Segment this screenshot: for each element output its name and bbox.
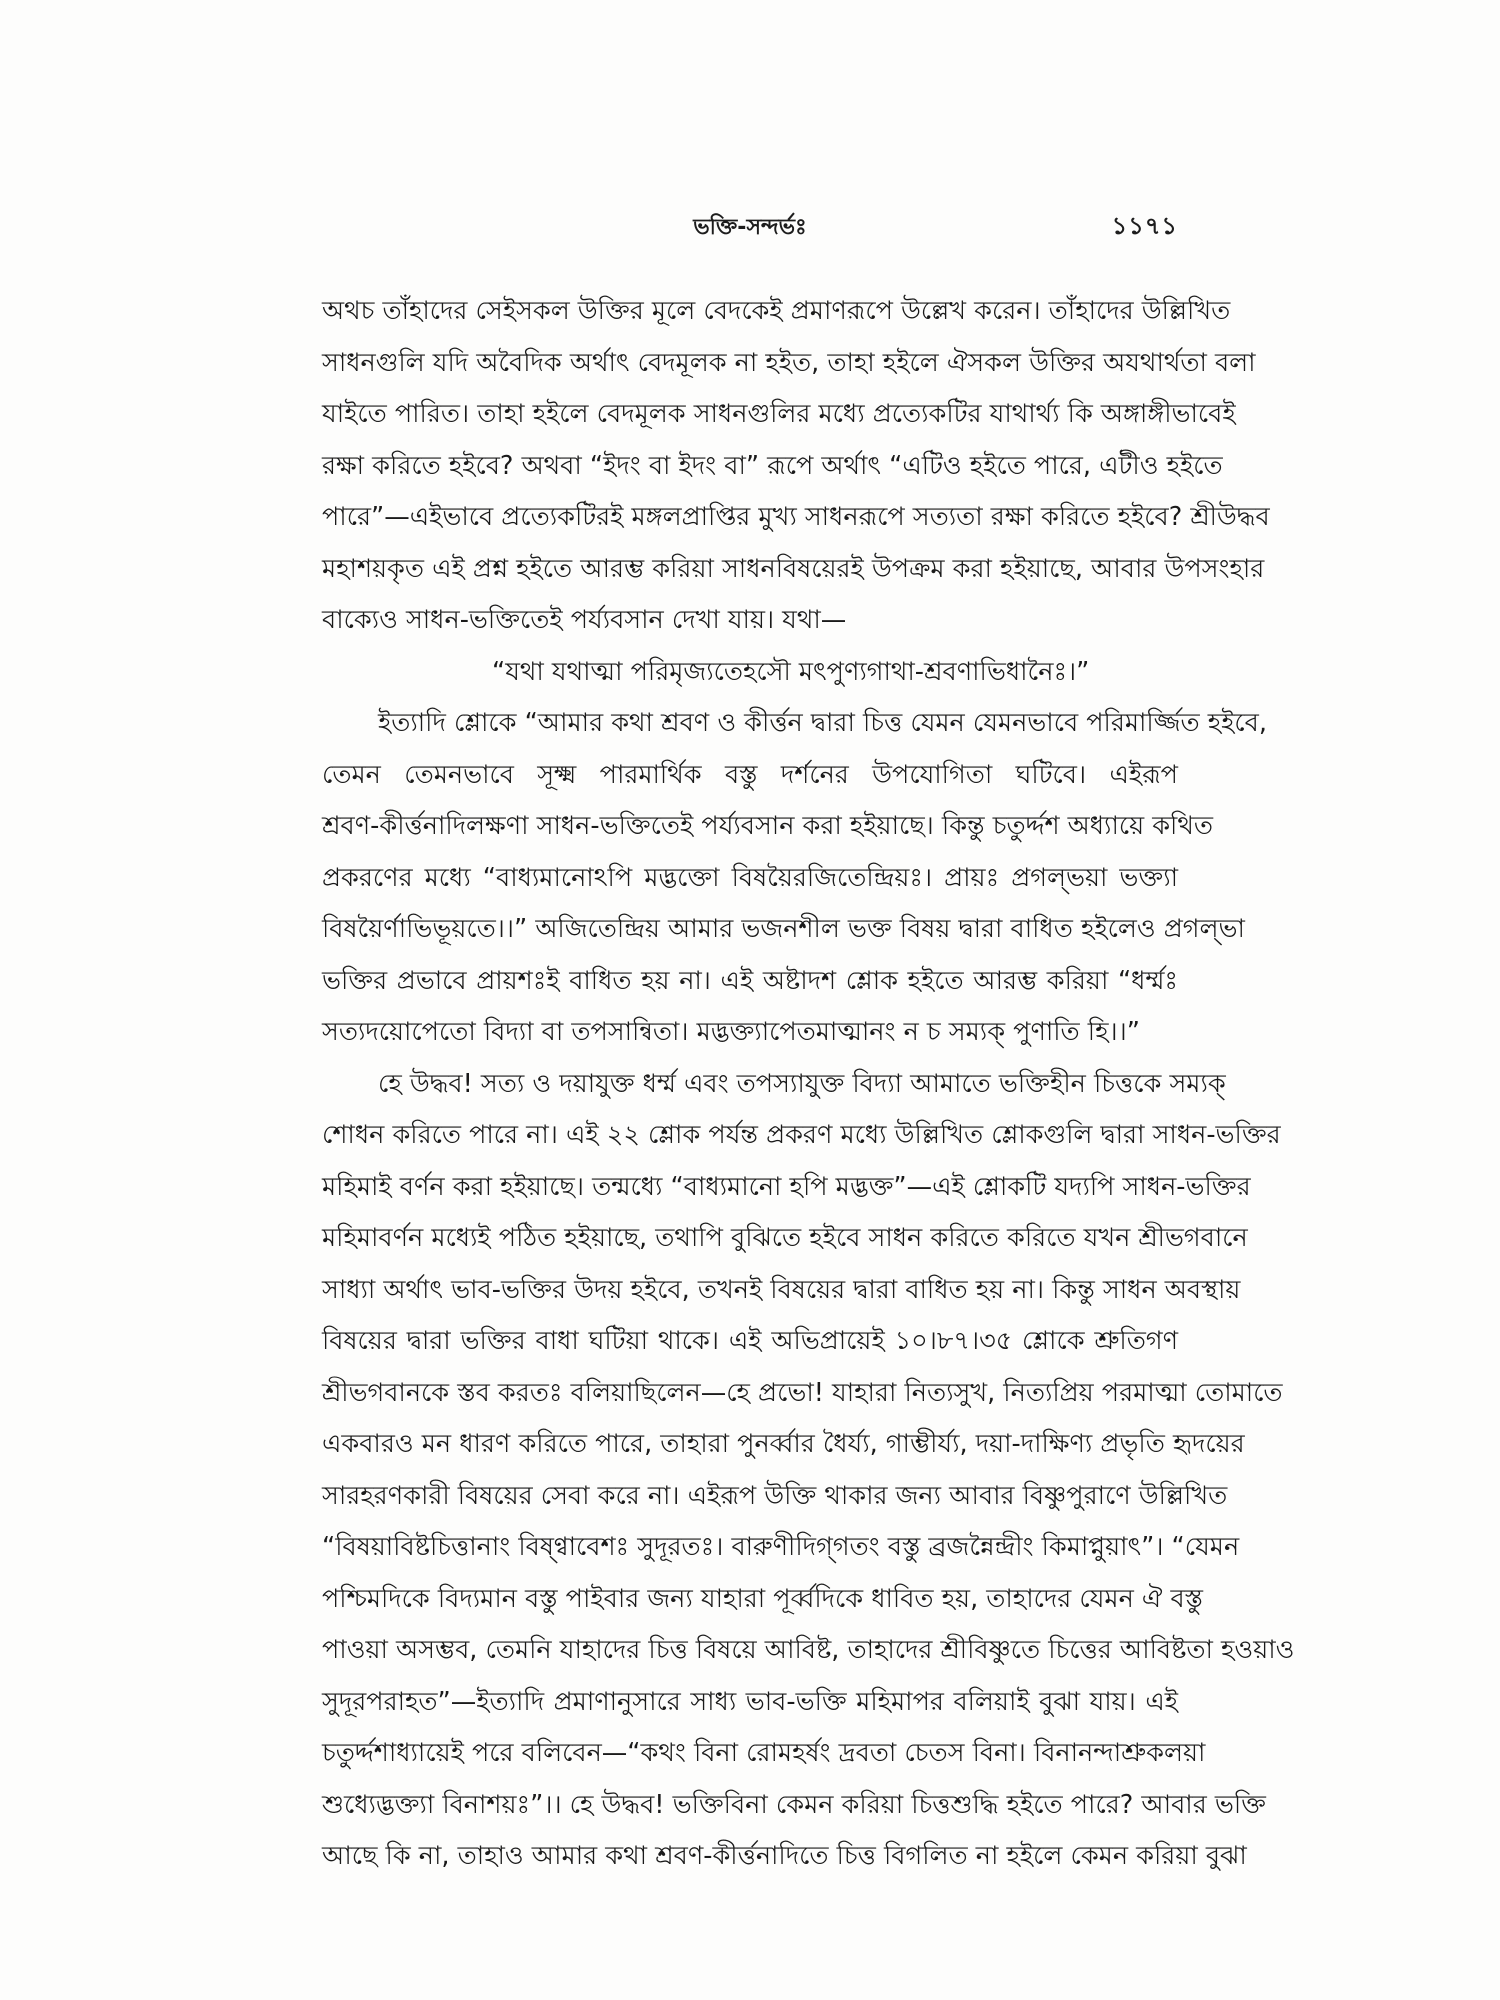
text-line: পশ্চিমদিকে বিদ্যমান বস্তু পাইবার জন্য যাহারা পূর্ব্বদিকে ধাবিত হয়, তাহাদের যেমন ঐ বস্তু — [322, 1583, 1204, 1614]
text-line: সাধ্যা অর্থাৎ ভাব-ভক্তির উদয় হইবে, তখনই বিষয়ের দ্বারা বাধিত হয় না। কিন্তু সাধন অবস্থায় — [322, 1274, 1241, 1305]
page-header-title: ভক্তি-সন্দর্ভঃ — [693, 215, 807, 240]
text-line: সারহরণকারী বিষয়ের সেবা করে না। এইরূপ উক্তি থাকার জন্য আবার বিষ্ণুপুরাণে উল্লিখিত — [322, 1480, 1228, 1511]
text-line: “বিষয়াবিষ্টচিত্তানাং বিষ্ণ্বাবেশঃ সুদূরতঃ। বারুণীদিগ্‌গতং বস্তু ব্রজন্নৈন্দ্রীং কিমাপ্নুয়াৎ”। “যেমন — [322, 1532, 1240, 1562]
text-line: পাওয়া অসম্ভব, তেমনি যাহাদের চিত্ত বিষয়ে আবিষ্ট, তাহাদের শ্রীবিষ্ণুতে চিত্তের আবিষ্টতা হওয়াও — [322, 1635, 1295, 1665]
text-line: শুধ্যেদ্ভক্ত্যা বিনাশয়ঃ”।। হে উদ্ধব! ভক্তিবিনা কেমন করিয়া চিত্তশুদ্ধি হইতে পারে? আবার ভক্তি — [322, 1789, 1266, 1820]
paragraph-start-line: হে উদ্ধব! সত্য ও দয়াযুক্ত ধর্ম্ম এবং তপস্যাযুক্ত বিদ্যা আমাতে ভক্তিহীন চিত্তকে সম্যক্ — [378, 1068, 1226, 1099]
text-line: তেমন তেমনভাবে সূক্ষ্ম পারমার্থিক বস্তু দর্শনের উপযোগিতা ঘটিবে। এইরূপ — [322, 759, 1178, 790]
running-head — [322, 210, 1178, 246]
text-line: বিষয়ৈর্ণাভিভূয়তে।।” অজিতেন্দ্রিয় আমার ভজনশীল ভক্ত বিষয় দ্বারা বাধিত হইলেও প্রগল্ভা — [322, 914, 1245, 944]
text-line: আছে কি না, তাহাও আমার কথা শ্রবণ-কীর্ত্তনাদিতে চিত্ত বিগলিত না হইলে কেমন করিয়া বুঝা — [322, 1841, 1247, 1871]
text-line: মহিমাই বর্ণন করা হইয়াছে। তন্মধ্যে “বাধ্যমানো হপি মদ্ভক্ত”—এই শ্লোকটি যদ্যপি সাধন-ভক্তির — [322, 1171, 1251, 1202]
text-line: প্রকরণের মধ্যে “বাধ্যমানোঽপি মদ্ভক্তো বিষয়ৈরজিতেন্দ্রিয়ঃ। প্রায়ঃ প্রগল্ভয়া ভক্ত্যা — [322, 862, 1178, 893]
body-text — [322, 286, 1295, 1883]
text-line: রক্ষা করিতে হইবে? অথবা “ইদং বা ইদং বা” রূপে অর্থাৎ “এটিও হইতে পারে, এটীও হইতে — [322, 450, 1223, 481]
text-line: সত্যদয়োপেতো বিদ্যা বা তপসান্বিতা। মদ্ভক্ত্যাপেতমাত্মানং ন চ সম্যক্ পুণাতি হি।।” — [322, 1017, 1140, 1047]
text-line: শোধন করিতে পারে না। এই ২২ শ্লোক পর্যন্ত প্রকরণ মধ্যে উল্লিখিত শ্লোকগুলি দ্বারা সাধন-ভক্তির — [322, 1120, 1281, 1150]
paragraph-start-line: ইত্যাদি শ্লোকে “আমার কথা শ্রবণ ও কীর্ত্তন দ্বারা চিত্ত যেমন যেমনভাবে পরিমার্জ্জিত হইবে, — [378, 708, 1267, 738]
text-line: শ্রবণ-কীর্ত্তনাদিলক্ষণা সাধন-ভক্তিতেই পর্য্যবসান করা হইয়াছে। কিন্তু চতুর্দ্দশ অধ্যায়ে কথিত — [322, 811, 1213, 841]
text-line: ভক্তির প্রভাবে প্রায়শঃই বাধিত হয় না। এই অষ্টাদশ শ্লোক হইতে আরম্ভ করিয়া “ধর্ম্মঃ — [322, 965, 1178, 996]
text-line: সাধনগুলি যদি অবৈদিক অর্থাৎ বেদমূলক না হইত, তাহা হইলে ঐসকল উক্তির অযথার্থতা বলা — [322, 347, 1256, 378]
text-line: যাইতে পারিত। তাহা হইলে বেদমূলক সাধনগুলির মধ্যে প্রত্যেকটির যাথার্থ্য কি অঙ্গাঙ্গীভাবেই — [322, 399, 1236, 429]
text-line: শ্রীভগবানকে স্তব করতঃ বলিয়াছিলেন—হে প্রভো! যাহারা নিত্যসুখ, নিত্যপ্রিয় পরমাত্মা তোমাতে — [322, 1377, 1283, 1408]
text-line: মহাশয়কৃত এই প্রশ্ন হইতে আরম্ভ করিয়া সাধনবিষয়েরই উপক্রম করা হইয়াছে, আবার উপসংহার — [322, 553, 1265, 584]
text-line: পারে”—এইভাবে প্রত্যেকটিরই মঙ্গলপ্রাপ্তির মুখ্য সাধনরূপে সত্যতা রক্ষা করিতে হইবে? শ্রীউদ্ধব — [322, 502, 1270, 532]
text-line: একবারও মন ধারণ করিতে পারে, তাহারা পুনর্ব্বার ধৈর্য্য, গাম্ভীর্য্য, দয়া-দাক্ষিণ্য প্রভৃতি হৃদয়ের — [322, 1429, 1245, 1459]
verse-quotation: “যথা যথাত্মা পরিমৃজ্যতেহসৌ মৎপুণ্যগাথা-শ্রবণাভিধানৈঃ।” — [492, 656, 1090, 687]
text-line: সুদূরপরাহত”—ইত্যাদি প্রমাণানুসারে সাধ্য ভাব-ভক্তি মহিমাপর বলিয়াই বুঝা যায়। এই — [322, 1686, 1178, 1717]
page-number: ১১৭১ — [1111, 212, 1178, 240]
text-line: চতুর্দ্দশাধ্যায়েই পরে বলিবেন—“কথং বিনা রোমহর্ষং দ্রবতা চেতস বিনা। বিনানন্দাশ্রুকলয়া — [322, 1738, 1206, 1768]
text-line: অথচ তাঁহাদের সেইসকল উক্তির মূলে বেদকেই প্রমাণরূপে উল্লেখ করেন। তাঁহাদের উল্লিখিত — [322, 296, 1231, 326]
text-line: বিষয়ের দ্বারা ভক্তির বাধা ঘটিয়া থাকে। এই অভিপ্রায়েই ১০।৮৭।৩৫ শ্লোকে শ্রুতিগণ — [322, 1326, 1178, 1356]
text-line: বাক্যেও সাধন-ভক্তিতেই পর্য্যবসান দেখা যায়। যথা— — [322, 605, 847, 635]
text-line: মহিমাবর্ণন মধ্যেই পঠিত হইয়াছে, তথাপি বুঝিতে হইবে সাধন করিতে করিতে যখন শ্রীভগবানে — [322, 1223, 1248, 1253]
